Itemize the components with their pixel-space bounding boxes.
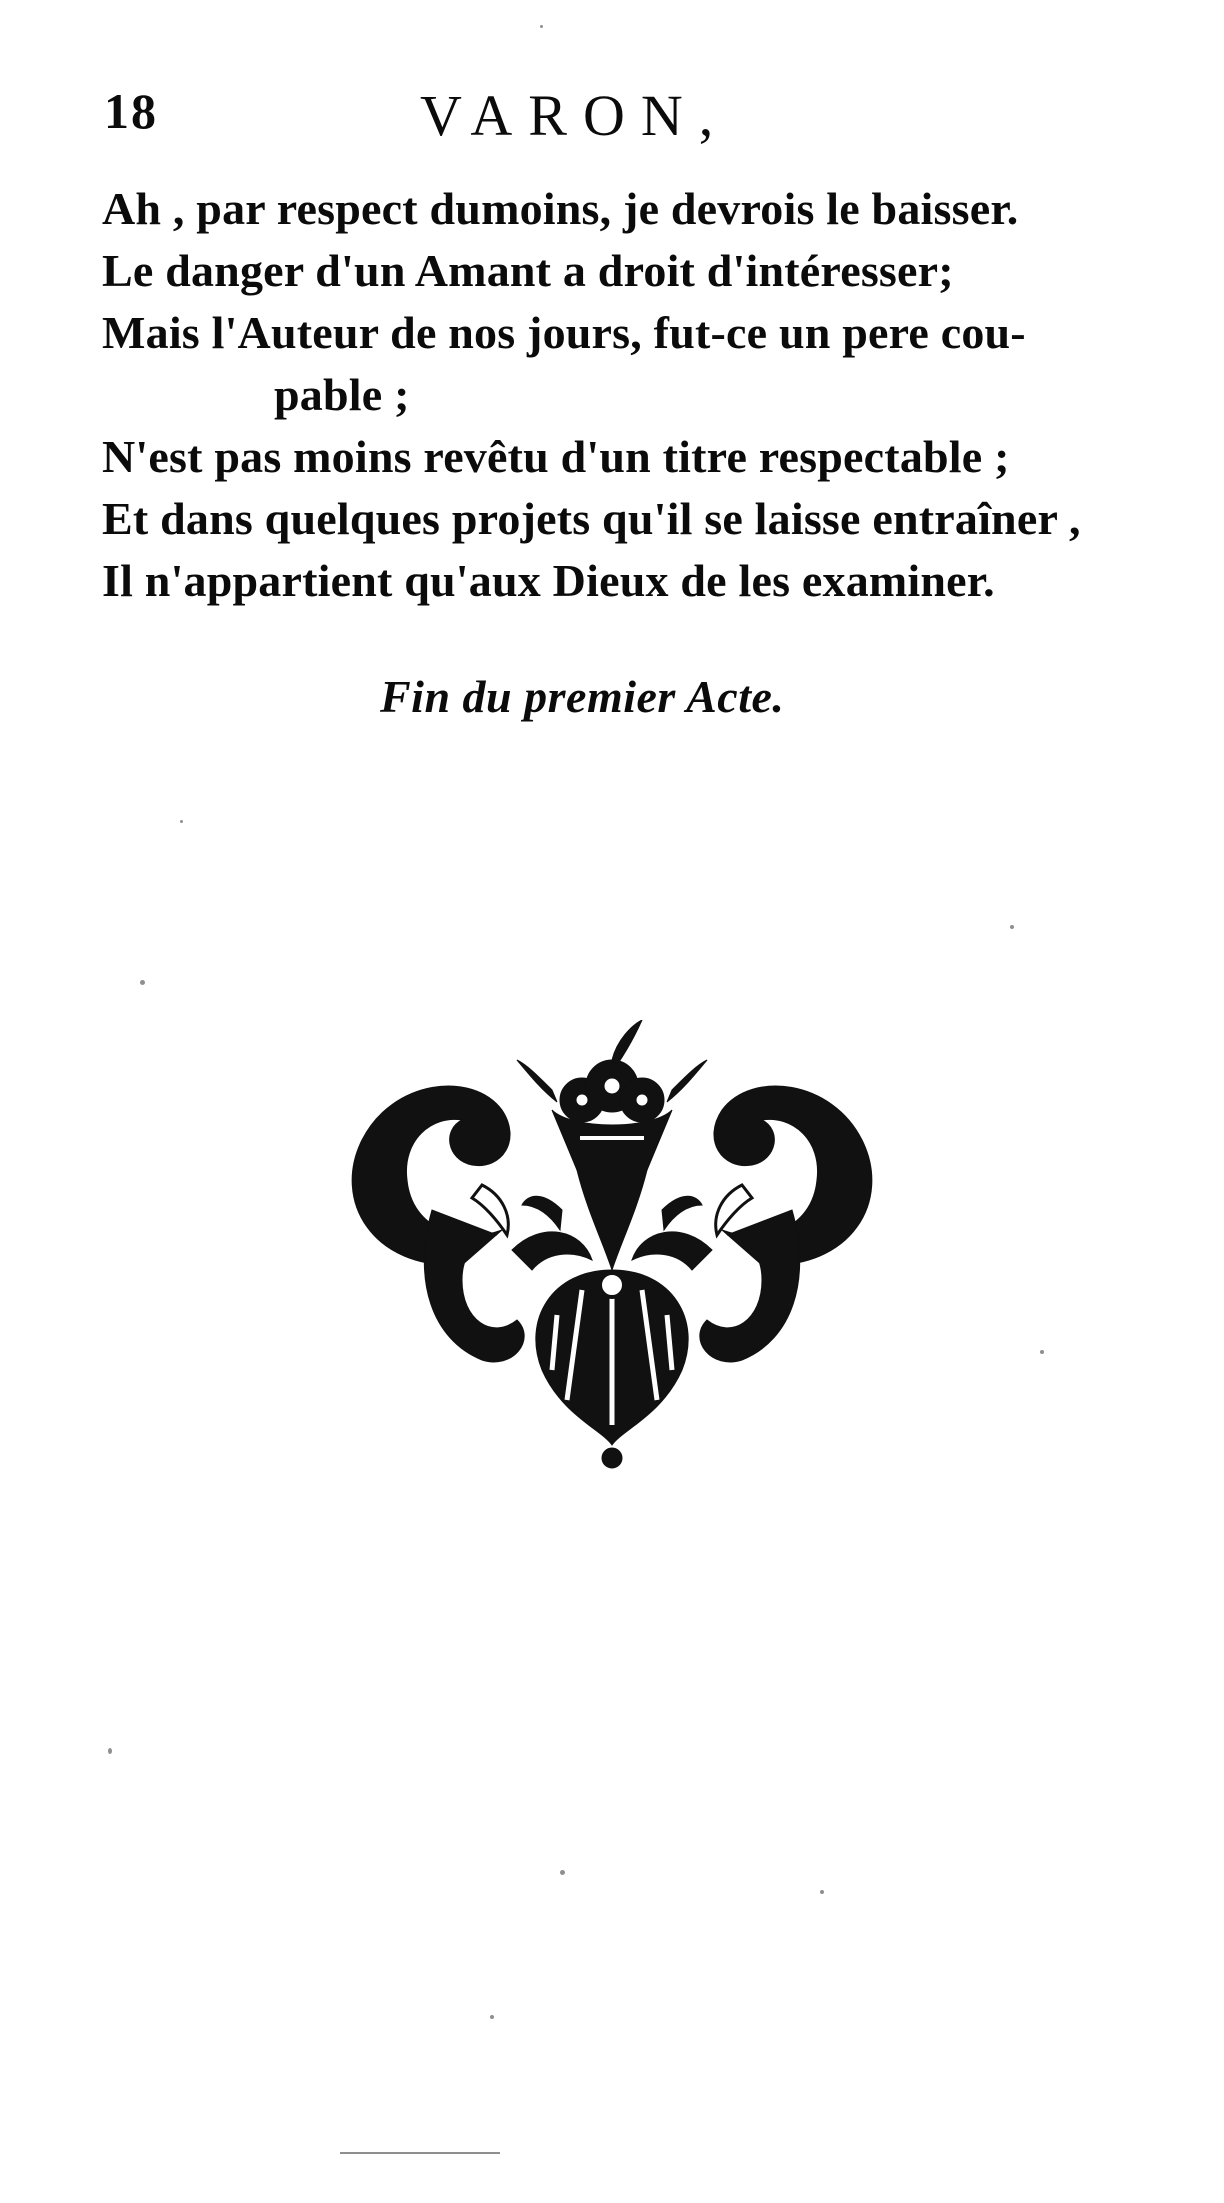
- scan-speck: [490, 2015, 494, 2019]
- verse-line: Le danger d'un Amant a droit d'intéresser;: [102, 245, 954, 296]
- bottom-rule: [340, 2152, 500, 2154]
- verse-line: Ah , par respect dumoins, je devrois le baisser.: [102, 183, 1019, 234]
- verse-line-continuation: pable ;: [274, 369, 410, 420]
- verse-line: Et dans quelques projets qu'il se laisse entraîner ,: [102, 493, 1081, 544]
- running-title: VARON,: [420, 83, 730, 148]
- scan-speck: [180, 820, 183, 823]
- scan-speck: [108, 1748, 112, 1754]
- scan-speck: [560, 1870, 565, 1875]
- floral-vase-ornament-icon: [312, 1020, 912, 1470]
- verse-line: Mais l'Auteur de nos jours, fut-ce un pere cou-: [102, 307, 1026, 358]
- scan-speck: [540, 25, 543, 28]
- verse-block: [102, 178, 1102, 612]
- end-of-act-caption: Fin du premier Acte.: [380, 671, 785, 722]
- page-number: 18: [104, 83, 158, 139]
- scan-speck: [1040, 1350, 1044, 1354]
- scan-speck: [1010, 925, 1014, 929]
- scan-speck: [820, 1890, 824, 1894]
- scan-speck: [140, 980, 145, 985]
- verse-line: N'est pas moins revêtu d'un titre respectable ;: [102, 431, 1010, 482]
- verse-line: Il n'appartient qu'aux Dieux de les examiner.: [102, 555, 995, 606]
- page-header: [100, 82, 1100, 162]
